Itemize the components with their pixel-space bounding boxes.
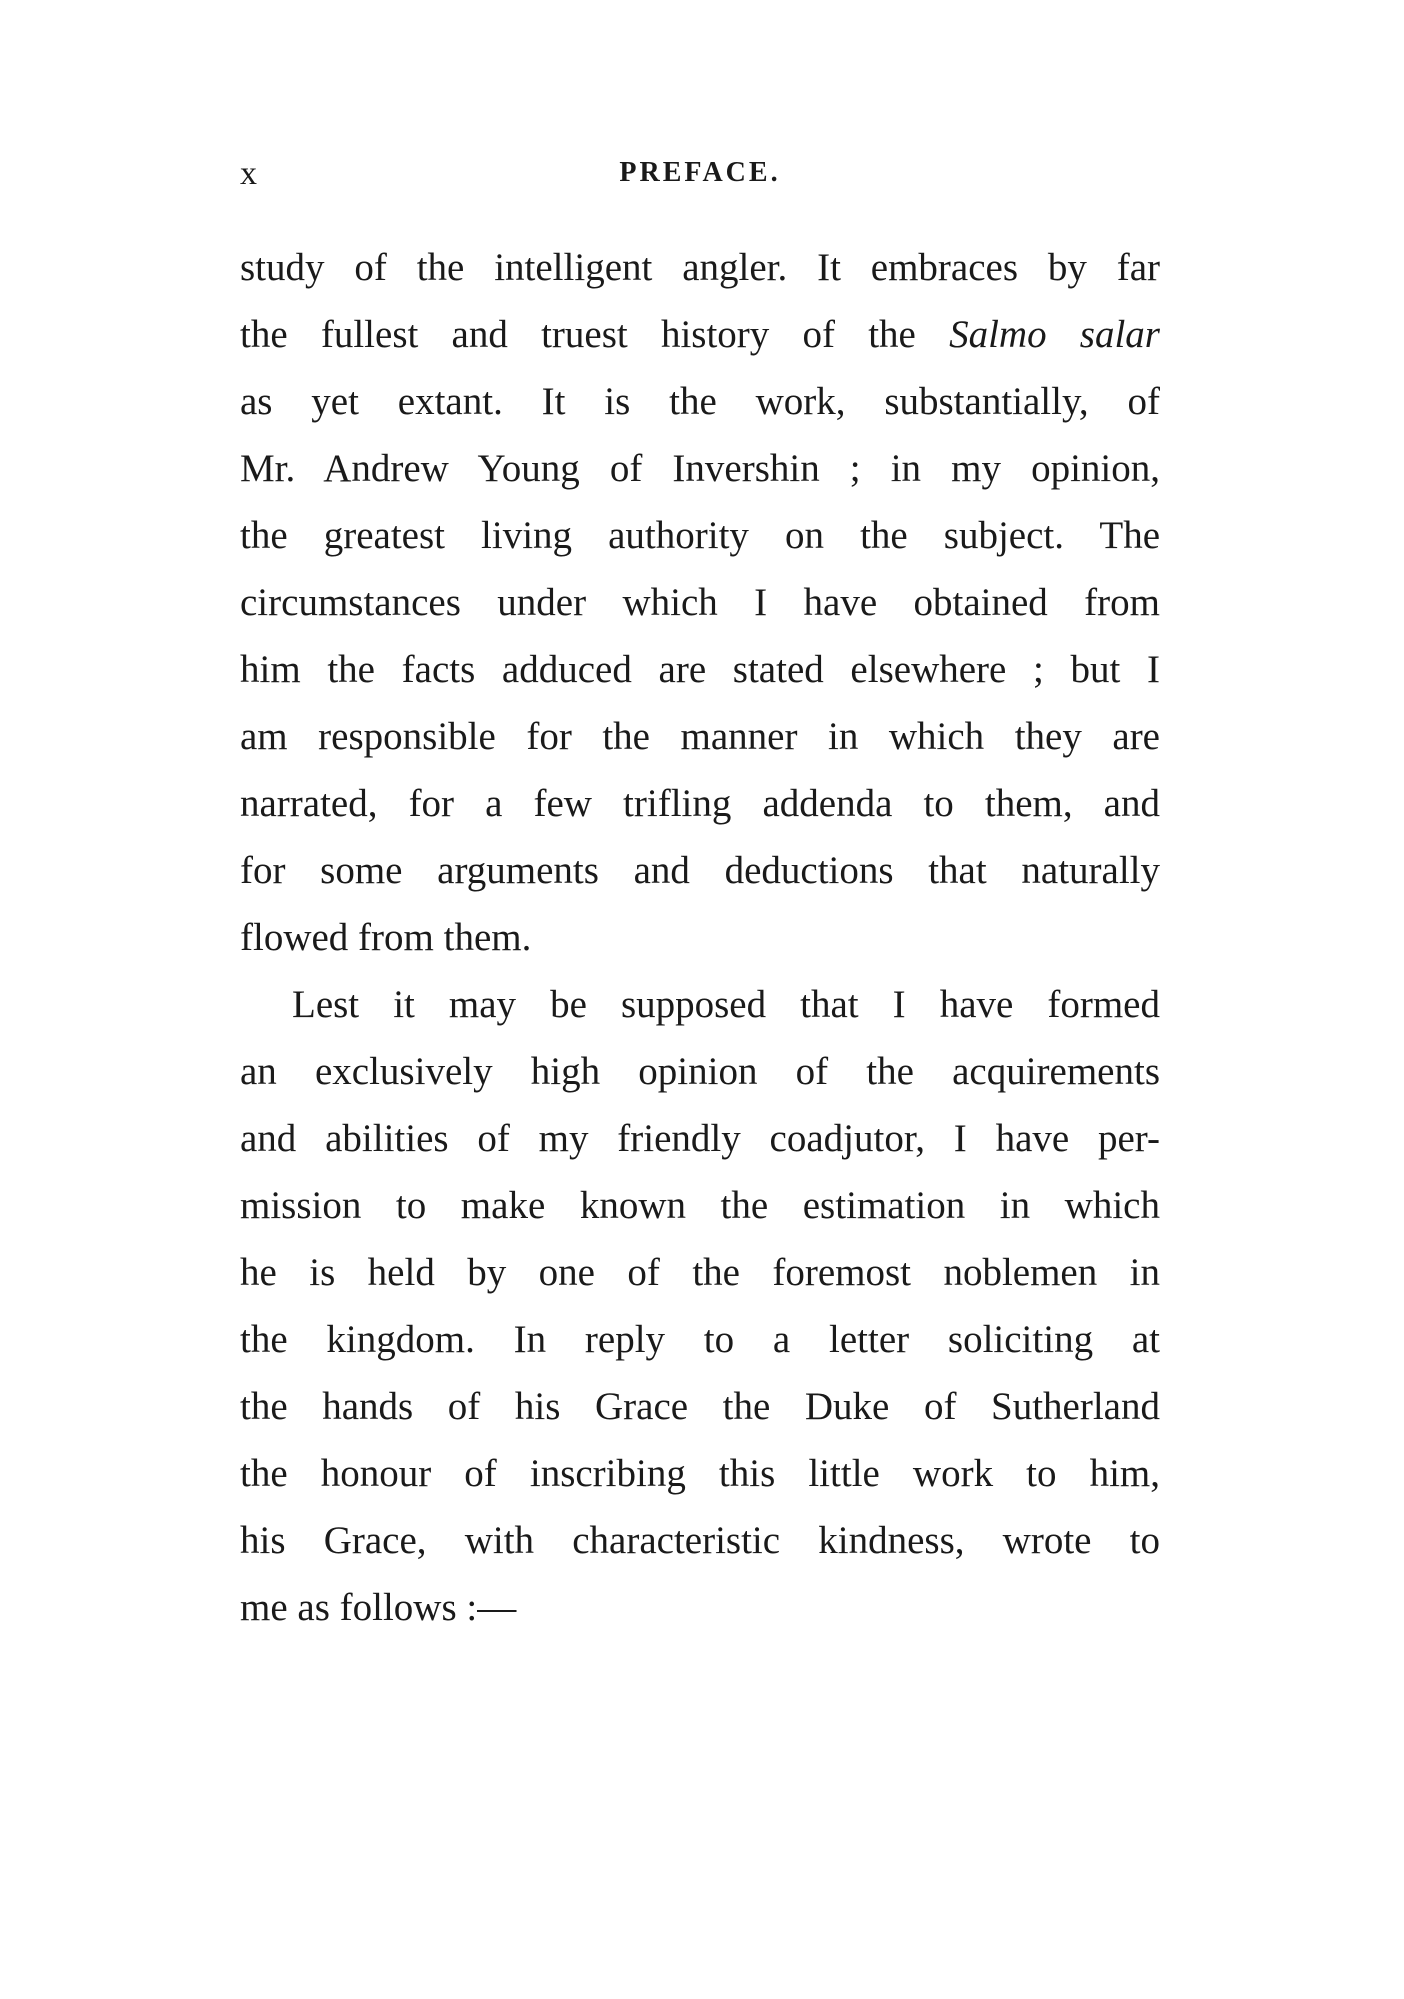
text-line: Lest it may be supposed that I have formed [292,983,1160,1026]
text-line: the greatest living authority on the subject. The [240,514,1160,557]
text-line: as yet extant. It is the work, substantially, of [240,380,1160,423]
text-line: Mr. Andrew Young of Invershin ; in my opinion, [240,447,1160,490]
paragraph-1 [240,234,1160,971]
text-line: flowed from them. [240,916,532,959]
text-line: an exclusively high opinion of the acquirements [240,1050,1160,1093]
text-line: and abilities of my friendly coadjutor, I have per- [240,1117,1160,1160]
text-line [240,301,1160,368]
text-line: the hands of his Grace the Duke of Sutherland [240,1385,1160,1428]
text-line: mission to make known the estimation in which [240,1184,1160,1227]
text-line: me as follows :— [240,1586,517,1629]
page-number: x [240,155,258,192]
body-text [240,234,1160,1641]
text-line: am responsible for the manner in which they are [240,715,1160,758]
running-title: PREFACE. [619,157,781,188]
text-line: study of the intelligent angler. It embraces by far [240,246,1160,289]
text-line: he is held by one of the foremost noblemen in [240,1251,1160,1294]
italic-term: Salmo salar [949,313,1160,356]
text-line: narrated, for a few trifling addenda to them, and [240,782,1160,825]
text-line: circumstances under which I have obtained from [240,581,1160,624]
text-line: the honour of inscribing this little work to him, [240,1452,1160,1495]
text-line: his Grace, with characteristic kindness, wrote to [240,1519,1160,1562]
running-head [240,155,1160,199]
text-line: him the facts adduced are stated elsewhere ; but I [240,648,1160,691]
text-line-segment: the fullest and truest history of the [240,313,916,356]
paragraph-2 [240,971,1160,1641]
text-line: the kingdom. In reply to a letter soliciting at [240,1318,1160,1361]
text-line: for some arguments and deductions that naturally [240,849,1160,892]
